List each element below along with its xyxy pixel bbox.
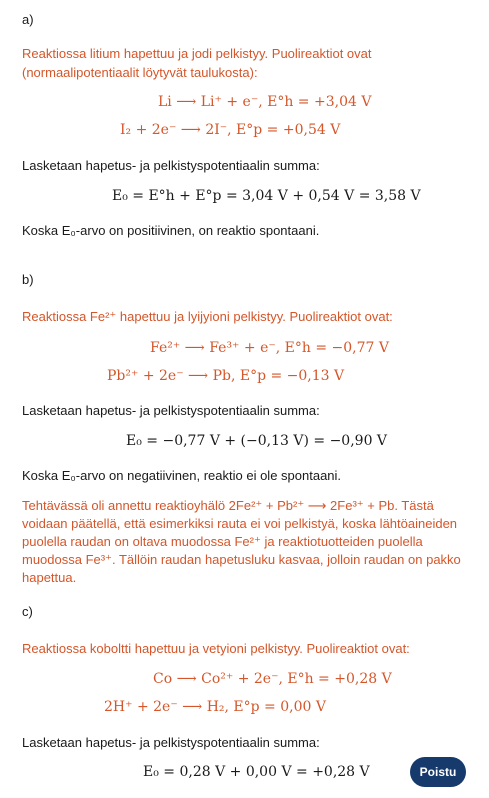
section-a-eq2: I₂ + 2e⁻ ⟶ 2I⁻, E°p = +0,54 V <box>120 122 341 138</box>
section-b-sum-text: Lasketaan hapetus- ja pelkistyspotentiaalin summa: <box>22 403 320 418</box>
section-a-sum-text: Lasketaan hapetus- ja pelkistyspotentiaalin summa: <box>22 158 320 173</box>
section-a-conclusion: Koska E₀-arvo on positiivinen, on reaktio spontaani. <box>22 223 320 238</box>
section-c-sum-text: Lasketaan hapetus- ja pelkistyspotentiaalin summa: <box>22 735 320 750</box>
section-b-heading: b) <box>22 272 34 287</box>
section-c-heading: c) <box>22 604 33 619</box>
section-a-sum-eq: E₀ = E°h + E°p = 3,04 V + 0,54 V = 3,58 V <box>112 188 421 204</box>
section-b-note: Tehtävässä oli annettu reaktioyhälö 2Fe²⁺ + Pb²⁺ ⟶ 2Fe³⁺ + Pb. Tästä voidaan päätellä, että esimerkiksi rauta ei voi pelkistyä, koska lähtöaineiden puolella raudan on oltava muodossa Fe²⁺ ja reaktiotuotteiden puolella muodossa Fe³⁺. Tällöin raudan hapetusluku kasvaa, jolloin raudan on pakko hapettua. <box>22 498 461 585</box>
section-c-eq2: 2H⁺ + 2e⁻ ⟶ H₂, E°p = 0,00 V <box>104 699 326 715</box>
section-b-intro: Reaktiossa Fe²⁺ hapettuu ja lyijyioni pelkistyy. Puolireaktiot ovat: <box>22 309 393 324</box>
section-a-intro: Reaktiossa litium hapettuu ja jodi pelkistyy. Puolireaktiot ovat (normaalipotentiaalit löytyvät taulukosta): <box>22 46 372 80</box>
section-a-eq1: Li ⟶ Li⁺ + e⁻, E°h = +3,04 V <box>158 94 372 110</box>
section-c-sum-eq: E₀ = 0,28 V + 0,00 V = +0,28 V <box>143 764 370 780</box>
section-a-heading: a) <box>22 12 34 27</box>
section-b-conclusion: Koska E₀-arvo on negatiivinen, reaktio ei ole spontaani. <box>22 468 342 483</box>
section-b-sum-eq: E₀ = −0,77 V + (−0,13 V) = −0,90 V <box>126 433 388 449</box>
exit-button[interactable]: Poistu <box>410 757 466 787</box>
section-c-eq1: Co ⟶ Co²⁺ + 2e⁻, E°h = +0,28 V <box>153 671 392 687</box>
section-b-eq1: Fe²⁺ ⟶ Fe³⁺ + e⁻, E°h = −0,77 V <box>150 340 389 356</box>
section-b-eq2: Pb²⁺ + 2e⁻ ⟶ Pb, E°p = −0,13 V <box>107 368 345 384</box>
section-c-intro: Reaktiossa koboltti hapettuu ja vetyioni pelkistyy. Puolireaktiot ovat: <box>22 641 410 656</box>
